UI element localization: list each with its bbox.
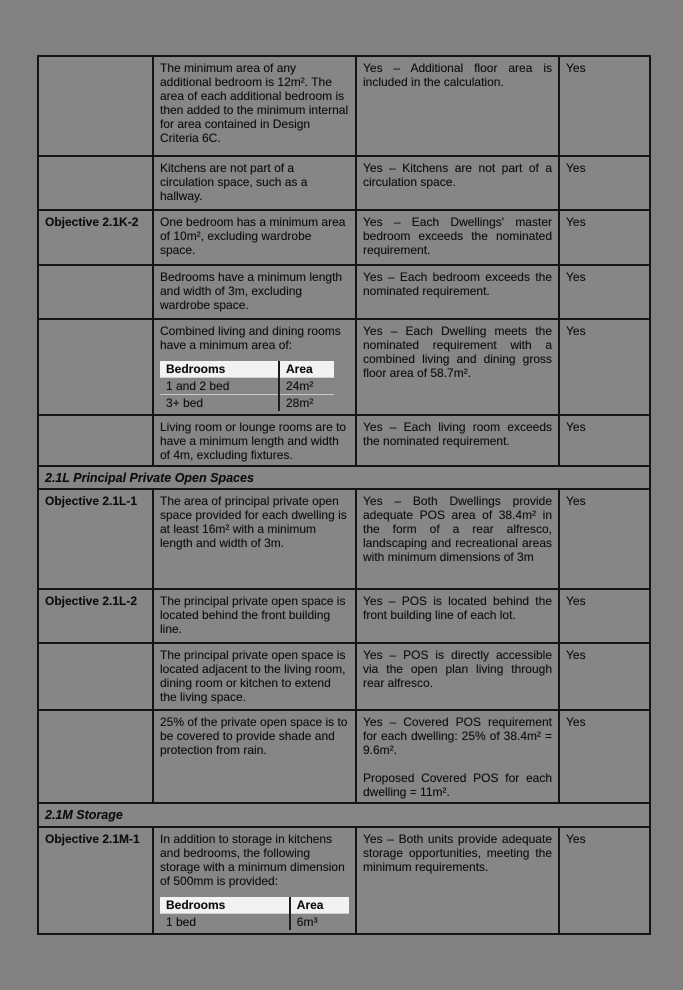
- objective-cell: Objective 2.1K-2: [38, 210, 153, 265]
- assessment-cell: [356, 415, 559, 466]
- nested-header-bedrooms: Bedrooms: [160, 897, 290, 914]
- assessment-cell: [356, 589, 559, 643]
- living-dining-area-table: [160, 361, 334, 411]
- assessment-text: Yes – Both units provide adequate storage opportunities, meeting the minimum requirements.: [363, 832, 552, 874]
- compliance-cell: Yes: [559, 265, 650, 319]
- table-row: [38, 827, 650, 934]
- nested-header-area: Area: [290, 897, 349, 914]
- compliance-cell: Yes: [559, 415, 650, 466]
- requirement-text: The area of principal private open space provided for each dwelling is at least 16m² with a minimum length and width of 3m.: [160, 494, 347, 550]
- table-row: [38, 643, 650, 710]
- table-row: [38, 265, 650, 319]
- nested-cell-area: 28m²: [279, 395, 334, 412]
- requirement-cell: [153, 210, 356, 265]
- requirement-text: The minimum area of any additional bedroom is 12m². The area of each additional bedroom is then added to the minimum internal for area contained in Design Criteria 6C.: [160, 61, 349, 145]
- objective-cell: [38, 415, 153, 466]
- table-row: [160, 897, 349, 914]
- assessment-text: Yes – Both Dwellings provide adequate POS area of 38.4m² in the form of a rear alfresco, landscaping and recreational areas with minimum dimensions of 3m: [363, 494, 552, 564]
- assessment-text: Yes – Each Dwelling meets the nominated requirement with a combined living and dining gross floor area of 58.7m².: [363, 324, 552, 380]
- requirement-text: Kitchens are not part of a circulation space, such as a hallway.: [160, 161, 308, 203]
- requirement-cell: [153, 265, 356, 319]
- section-header-row: [38, 803, 650, 827]
- assessment-cell: [356, 643, 559, 710]
- nested-cell-area: 6m³: [290, 914, 349, 931]
- table-row: [38, 710, 650, 803]
- assessment-text: Yes – Each living room exceeds the nominated requirement.: [363, 420, 552, 448]
- requirement-cell: [153, 710, 356, 803]
- section-header: 2.1M Storage: [38, 803, 650, 827]
- table-row: [38, 56, 650, 156]
- requirement-cell: [153, 643, 356, 710]
- assessment-text: Yes – Each Dwellings' master bedroom exceeds the nominated requirement.: [363, 215, 552, 257]
- section-header: 2.1L Principal Private Open Spaces: [38, 466, 650, 489]
- table-row: [160, 361, 334, 378]
- requirement-cell: [153, 827, 356, 934]
- requirement-text: Combined living and dining rooms have a minimum area of:: [160, 324, 341, 352]
- objective-cell: [38, 710, 153, 803]
- compliance-table-region: [37, 55, 649, 929]
- compliance-cell: Yes: [559, 156, 650, 210]
- compliance-cell: Yes: [559, 489, 650, 589]
- requirement-text: Living room or lounge rooms are to have a minimum length and width of 4m, excluding fixtures.: [160, 420, 347, 462]
- assessment-cell: [356, 56, 559, 156]
- compliance-table: [37, 55, 651, 935]
- objective-cell: [38, 319, 153, 415]
- table-row: [38, 156, 650, 210]
- requirement-cell: [153, 415, 356, 466]
- requirement-cell: [153, 156, 356, 210]
- assessment-cell: [356, 210, 559, 265]
- compliance-cell: Yes: [559, 210, 650, 265]
- compliance-cell: Yes: [559, 827, 650, 934]
- assessment-cell: [356, 710, 559, 803]
- assessment-cell: [356, 319, 559, 415]
- requirement-cell: [153, 319, 356, 415]
- nested-cell-bedrooms: 1 bed: [160, 914, 290, 931]
- requirement-text: The principal private open space is located adjacent to the living room, dining room or kitchen to extend the living space.: [160, 648, 346, 704]
- assessment-text: Yes – Additional floor area is included in the calculation.: [363, 61, 552, 89]
- requirement-cell: [153, 589, 356, 643]
- compliance-cell: Yes: [559, 319, 650, 415]
- table-row: [38, 319, 650, 415]
- objective-cell: [38, 643, 153, 710]
- assessment-text: Proposed Covered POS for each dwelling = 11m².: [363, 771, 552, 799]
- section-header-row: [38, 466, 650, 489]
- objective-cell: [38, 156, 153, 210]
- table-row: [160, 378, 334, 395]
- assessment-cell: [356, 827, 559, 934]
- objective-cell: Objective 2.1L-2: [38, 589, 153, 643]
- table-row: [160, 395, 334, 412]
- table-row: [38, 210, 650, 265]
- objective-cell: Objective 2.1M-1: [38, 827, 153, 934]
- nested-cell-bedrooms: 3+ bed: [160, 395, 279, 412]
- requirement-text: 25% of the private open space is to be covered to provide shade and protection from rain.: [160, 715, 348, 757]
- objective-cell: [38, 265, 153, 319]
- assessment-cell: [356, 156, 559, 210]
- requirement-cell: [153, 56, 356, 156]
- compliance-cell: Yes: [559, 589, 650, 643]
- compliance-cell: Yes: [559, 56, 650, 156]
- assessment-text: Yes – POS is directly accessible via the open plan living through rear alfresco.: [363, 648, 552, 690]
- assessment-cell: [356, 265, 559, 319]
- assessment-text: Yes – POS is located behind the front building line of each lot.: [363, 594, 552, 622]
- requirement-text: One bedroom has a minimum area of 10m², excluding wardrobe space.: [160, 215, 346, 257]
- requirement-cell: [153, 489, 356, 589]
- assessment-text: Yes – Kitchens are not part of a circulation space.: [363, 161, 552, 189]
- nested-header-bedrooms: Bedrooms: [160, 361, 279, 378]
- nested-cell-area: 24m²: [279, 378, 334, 395]
- table-row: [38, 489, 650, 589]
- assessment-text: Yes – Covered POS requirement for each dwelling: 25% of 38.4m² = 9.6m².: [363, 715, 552, 757]
- storage-area-table: [160, 897, 349, 930]
- table-row: [38, 589, 650, 643]
- assessment-cell: [356, 489, 559, 589]
- requirement-text: In addition to storage in kitchens and bedrooms, the following storage with a minimum dimension of 500mm is provided:: [160, 832, 345, 888]
- requirement-text: The principal private open space is located behind the front building line.: [160, 594, 346, 636]
- objective-cell: Objective 2.1L-1: [38, 489, 153, 589]
- compliance-cell: Yes: [559, 643, 650, 710]
- nested-cell-bedrooms: 1 and 2 bed: [160, 378, 279, 395]
- compliance-cell: Yes: [559, 710, 650, 803]
- requirement-text: Bedrooms have a minimum length and width of 3m, excluding wardrobe space.: [160, 270, 343, 312]
- table-row: [160, 914, 349, 931]
- assessment-text: Yes – Each bedroom exceeds the nominated requirement.: [363, 270, 552, 298]
- objective-cell: [38, 56, 153, 156]
- table-row: [38, 415, 650, 466]
- nested-header-area: Area: [279, 361, 334, 378]
